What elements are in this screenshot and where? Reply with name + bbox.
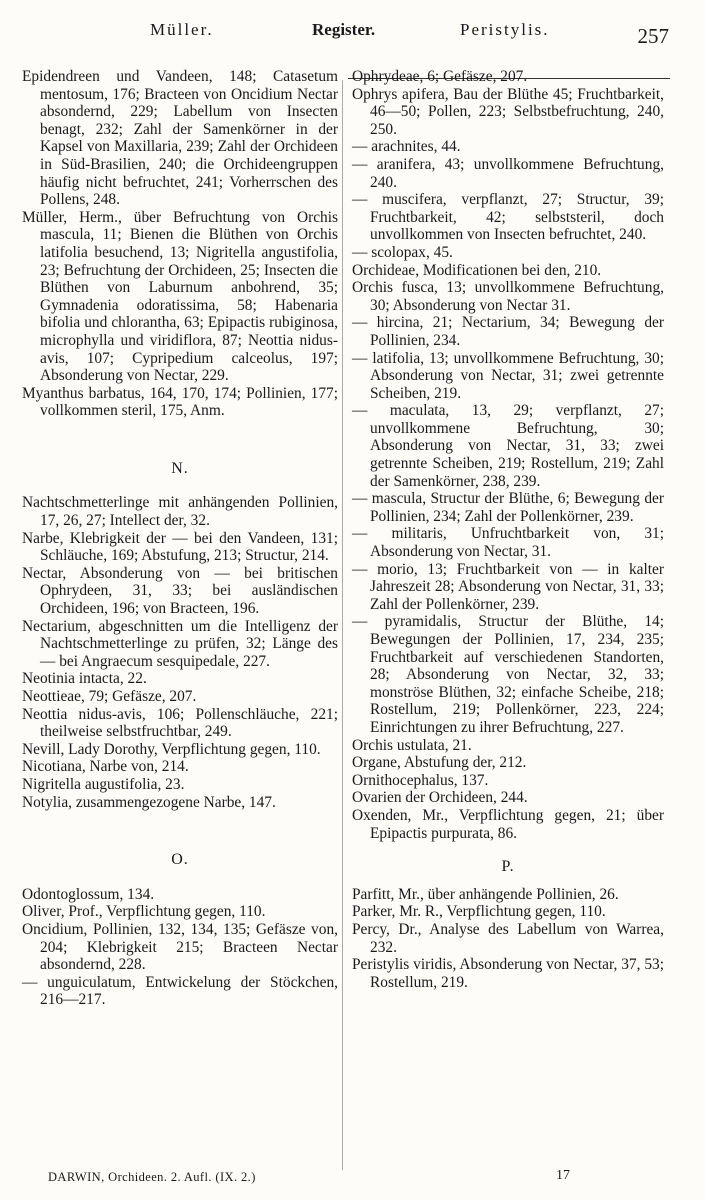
page-number: 257 (637, 24, 669, 48)
column-divider (342, 80, 343, 1170)
index-entry: Parfitt, Mr., über anhängende Pollinien, 26. (352, 885, 619, 903)
page-header (0, 16, 705, 56)
index-entry: Nachtschmetterlinge mit anhängenden Pollinien, 17, 26, 27; Intellect der, 32. (22, 494, 338, 530)
index-entry: Notylia, zusammengezogene Narbe, 147. (22, 793, 276, 811)
index-entry: Narbe, Klebrigkeit der — bei den Vandeen, 131; Schläuche, 169; Abstufung, 213; Structur, 214. (22, 529, 338, 565)
index-entry: — scolopax, 45. (352, 243, 453, 261)
index-entry: Myanthus barbatus, 164, 170, 174; Pollinien, 177; vollkommen steril, 175, Anm. (22, 384, 338, 420)
index-entry: Müller, Herm., über Befruchtung von Orchis mascula, 11; Bienen die Blüthen von Orchis latifolia besuchend, 13; Nigritella angustifolia, 23; Befruchtung der Orchideen, 25; Insecten die Blüthen von Laburnum anbohrend, 35; Gymnadenia odoratissima, 58; Habenaria bifolia und chlorantha, 63; Epipactis rubiginosa, microphylla und viridiflora, 87; Neottia nidus-avis, 107; Cypripedium calceolus, 197; Absonderung von Nectar, 229. (22, 208, 338, 385)
index-entry: Nigritella augustifolia, 23. (22, 775, 185, 793)
section-letter-o: O. (171, 851, 189, 869)
index-entry: — militaris, Unfruchtbarkeit von, 31; Absonderung von Nectar, 31. (352, 525, 664, 561)
index-entry: Neotinia intacta, 22. (22, 670, 147, 688)
index-entry: Epidendreen und Vandeen, 148; Catasetum mentosum, 176; Bracteen von Oncidium Nectar absondernd, 229; Labellum von Insecten benagt, 232; Zahl der Samenkörner in der Kapsel von Maxillaria, 239; Zahl der Orchideen in Süd-Brasilien, 240; die Orchideengruppen häufig nicht befruchtet, 241; Vorherrschen des Pollens, 248. (22, 68, 338, 209)
index-entry: — muscifera, verpflanzt, 27; Structur, 39; Fruchtbarkeit, 42; selbststeril, doch unvollkommen von Insecten befruchtet, 240. (352, 191, 664, 244)
index-entry: Nevill, Lady Dorothy, Verpflichtung gegen, 110. (22, 740, 321, 758)
header-section-title: Register. (312, 20, 376, 39)
index-entry: Neottia nidus-avis, 106; Pollenschläuche, 221; theilweise selbstfruchtbar, 249. (22, 705, 338, 741)
index-entry: — mascula, Structur der Blüthe, 6; Bewegung der Pollinien, 234; Zahl der Pollenkörner, 239. (352, 490, 664, 525)
index-entry: Oxenden, Mr., Verpflichtung gegen, 21; über Epipactis purpurata, 86. (352, 806, 664, 842)
index-entry: Neottieae, 79; Gefäsze, 207. (22, 688, 197, 705)
index-entry: — latifolia, 13; unvollkommene Befruchtung, 30; Absonderung von Nectar, 31; zwei getrennte Scheiben, 219. (352, 349, 664, 402)
index-entry: — unguiculatum, Entwickelung der Stöckchen, 216—217. (22, 973, 338, 1009)
footer-sheet-number: 17 (556, 1168, 570, 1183)
index-entry: Orchis fusca, 13; unvollkommene Befruchtung, 30; Absonderung von Nectar 31. (352, 279, 664, 314)
index-entry: Ornithocephalus, 137. (352, 771, 489, 789)
index-entry: — arachnites, 44. (352, 138, 461, 156)
index-entry: Oncidium, Pollinien, 132, 134, 135; Gefäsze von, 204; Klebrigkeit 215; Bracteen Nectar absondernd, 228. (22, 920, 338, 974)
index-entry: — hircina, 21; Nectarium, 34; Bewegung der Pollinien, 234. (352, 314, 664, 349)
index-entry: Peristylis viridis, Absonderung von Nectar, 37, 53; Rostellum, 219. (352, 956, 664, 991)
index-entry: Ophrydeae, 6; Gefäsze, 207. (352, 68, 528, 85)
index-entry: Percy, Dr., Analyse des Labellum von Warrea, 232. (352, 920, 664, 956)
section-letter-n: N. (171, 459, 189, 477)
index-entry: Orchideae, Modificationen bei den, 210. (352, 261, 602, 279)
index-entry: Ophrys apifera, Bau der Blüthe 45; Fruchtbarkeit, 46—50; Pollen, 223; Selbstbefruchtung, 240, 250. (352, 85, 664, 138)
index-entry: Parker, Mr. R., Verpflichtung gegen, 110. (352, 903, 606, 921)
footer-signature: DARWIN, Orchideen. 2. Aufl. (IX. 2.) (48, 1170, 256, 1184)
index-entry: Odontoglossum, 134. (22, 885, 155, 903)
index-entry: Ovarien der Orchideen, 244. (352, 789, 528, 807)
index-entry: — morio, 13; Fruchtbarkeit von — in kalter Jahreszeit 28; Absonderung von Nectar, 31, 33; Zahl der Pollenkörner, 239. (352, 560, 664, 613)
page-footer (0, 1170, 705, 1194)
index-entry: Orchis ustulata, 21. (352, 736, 472, 754)
index-entry: — aranifera, 43; unvollkommene Befruchtung, 240. (352, 155, 664, 191)
index-entry: Organe, Abstufung der, 212. (352, 754, 527, 772)
index-entry: Oliver, Prof., Verpflichtung gegen, 110. (22, 903, 266, 921)
index-entry: — maculata, 13, 29; verpflanzt, 27; unvollkommene Befruchtung, 30; Absonderung von Nectar, 31, 33; zwei getrennte Scheiben, 219; Rostellum, 219; Zahl der Samenkörner, 238, 239. (352, 402, 664, 490)
header-right-keyword: Peristylis. (460, 20, 550, 39)
left-column (22, 68, 338, 1009)
index-entry: Nicotiana, Narbe von, 214. (22, 758, 189, 776)
index-entry: Nectar, Absonderung von — bei britischen Ophrydeen, 31, 33; bei ausländischen Orchideen, 196; von Bracteen, 196. (22, 564, 338, 618)
index-entry: Nectarium, abgeschnitten um die Intelligenz der Nachtschmetterlinge zu prüfen, 32; Länge des — bei Angraecum sesquipedale, 227. (22, 617, 338, 670)
section-letter-p: P. (501, 858, 515, 876)
right-column (352, 68, 664, 991)
header-left-keyword: Müller. (150, 20, 214, 39)
index-entry: — pyramidalis, Structur der Blüthe, 14; Bewegungen der Pollinien, 17, 234, 235; Fruchtbarkeit auf verschiedenen Standorten, 28; Absonderung von Nectar, 32, 33; monströse Blüthen, 32; einfache Scheibe, 218; Rostellum, 219; Pollenkörner, 223, 224; Einrichtungen zu ihrer Befruchtung, 227. (352, 613, 664, 736)
